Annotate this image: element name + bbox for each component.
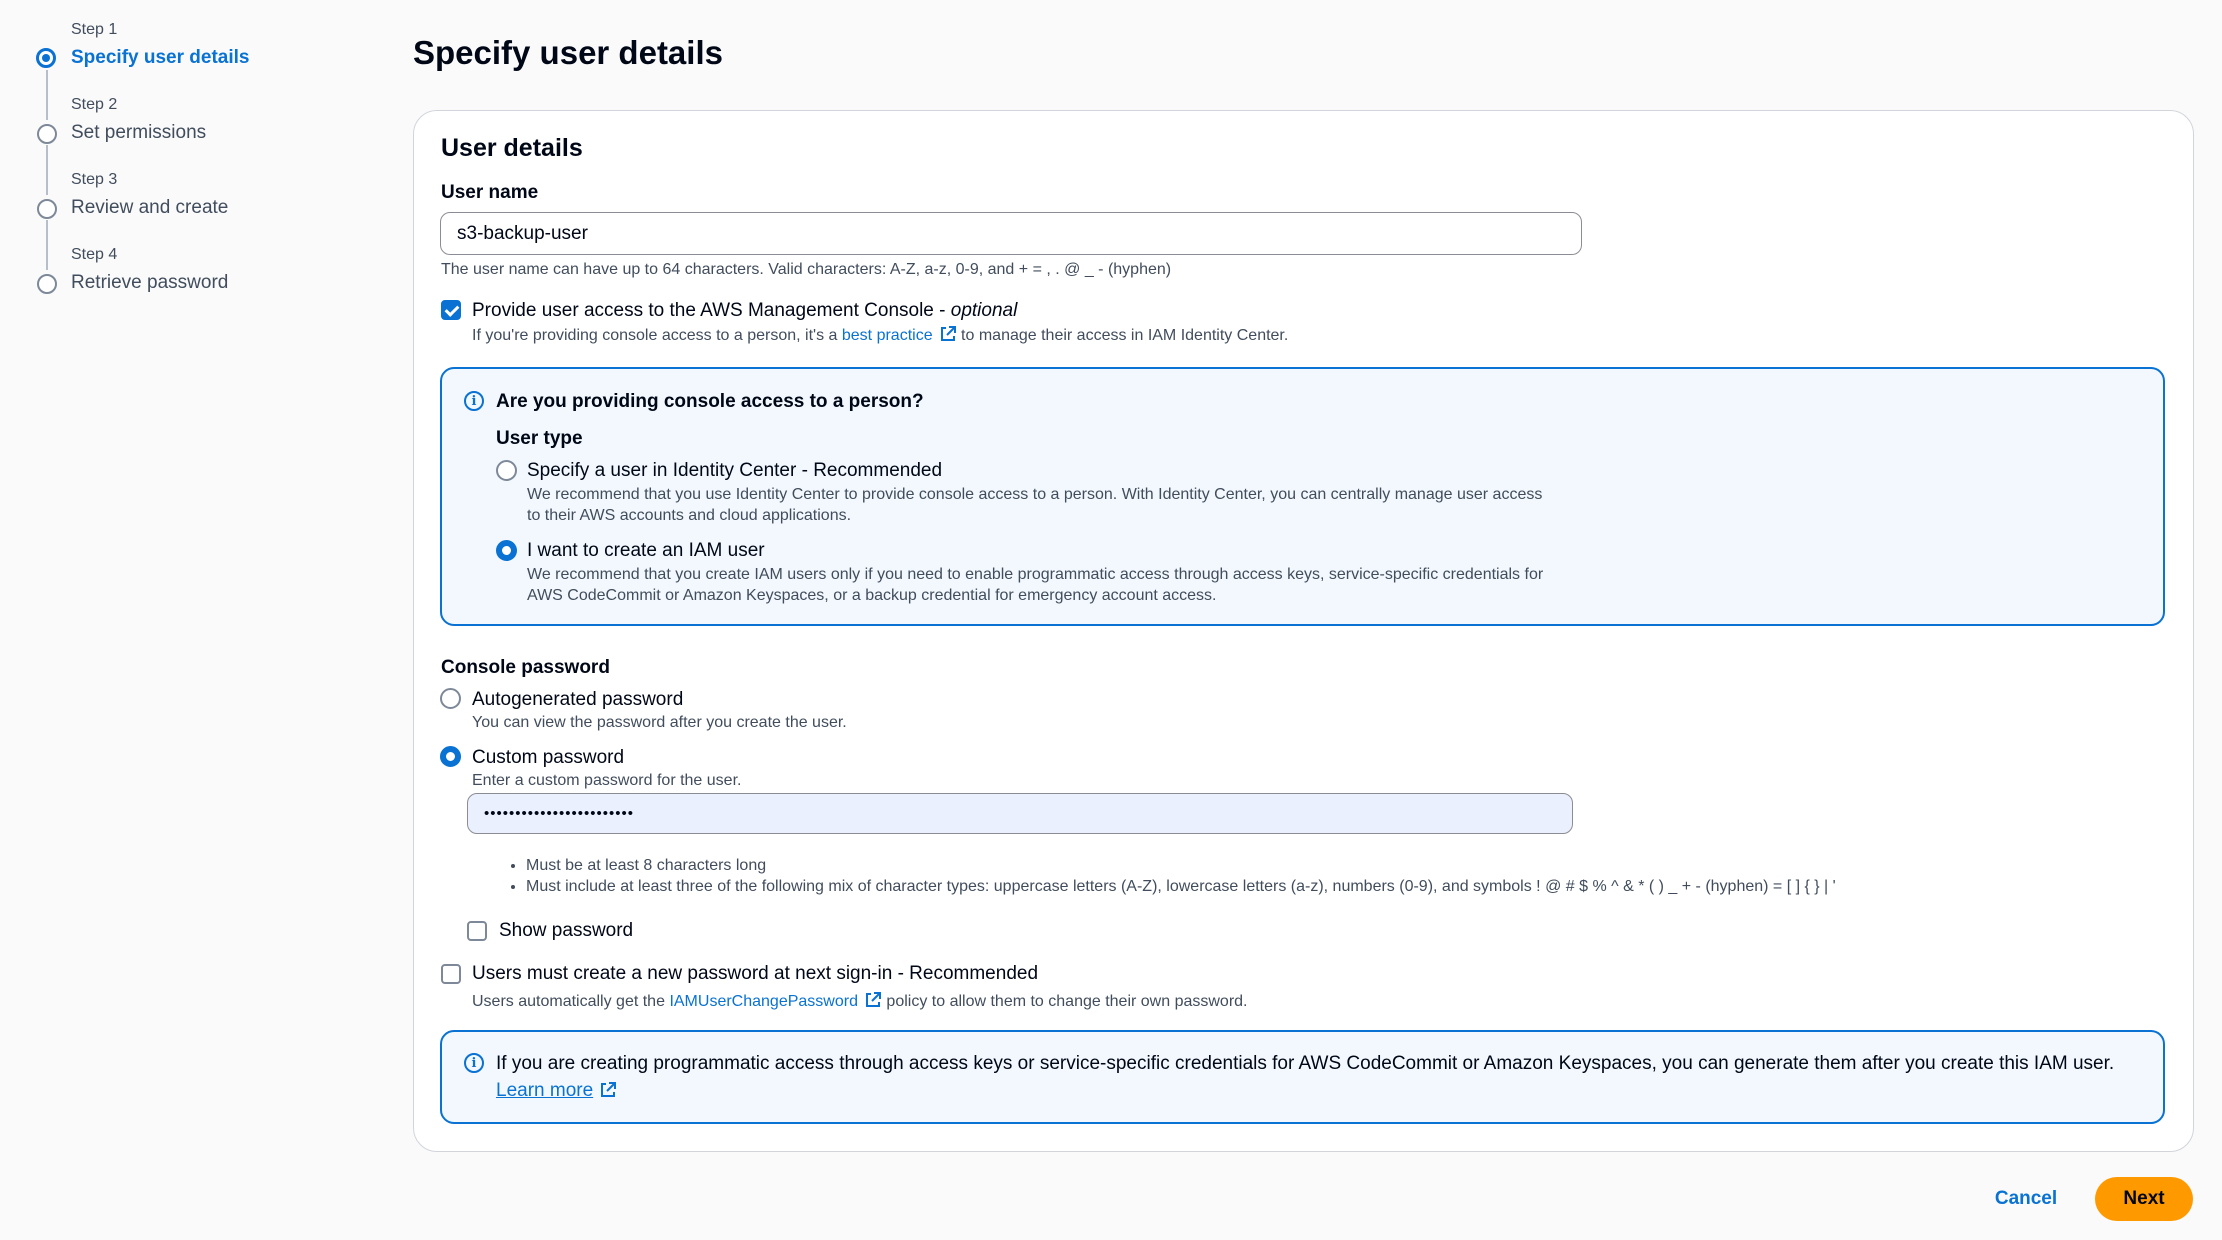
autogenerated-password-radio[interactable] [440,688,461,709]
show-password-label[interactable]: Show password [499,920,634,941]
show-password-checkbox[interactable] [467,921,487,941]
learn-more-link[interactable] [496,1080,617,1102]
password-requirements [502,855,1836,897]
optional-tag: optional [950,300,1018,321]
external-link-icon [939,325,957,343]
best-practice-link-text: best practice [841,327,933,344]
best-practice-link[interactable] [842,327,957,344]
console-access-checkbox[interactable] [441,300,461,320]
custom-password-desc: Enter a custom password for the user. [472,772,742,789]
user-name-input[interactable] [440,212,1582,255]
step-label-retrieve-password: Retrieve password [71,272,229,293]
step-number: Step 2 [71,96,118,113]
programmatic-access-text: If you are creating programmatic access through access keys or service-specific credentials for AWS CodeCommit or Amazon Keyspaces, you can generate them after you create this IAM user. [496,1053,2115,1074]
autogenerated-password-label[interactable]: Autogenerated password [472,689,684,710]
password-requirement: • Must include at least three of the following mix of character types: uppercase letters (A-Z), lowercase letters (a-z), numbers (0-9), and symbols ! @ # $ % ^ & * ( ) _ + - (hyphen) = [ ] { } | ' [526,876,1836,897]
autogenerated-password-desc: You can view the password after you create the user. [472,714,847,731]
step-connector [46,145,48,195]
step-link-specify-user-details[interactable]: Specify user details [71,47,250,68]
step-label-review-and-create: Review and create [71,197,229,218]
iam-user-change-password-link[interactable] [669,993,882,1010]
next-button[interactable]: Next [2095,1177,2193,1221]
cancel-button[interactable]: Cancel [1994,1188,2058,1209]
iam-user-option-label[interactable]: I want to create an IAM user [527,540,765,561]
require-reset-checkbox[interactable] [441,964,461,984]
step-number: Step 3 [71,171,118,188]
identity-center-radio[interactable] [496,460,517,481]
iam-user-radio[interactable] [496,540,517,561]
step-indicator [37,124,57,144]
require-reset-description [472,991,1248,1011]
password-masked-value: •••••••••••••••••••••••• [484,805,635,822]
console-access-description [472,325,1288,345]
custom-password-input[interactable] [467,793,1573,834]
user-type-label: User type [496,428,583,449]
console-access-label-text: Provide user access to the AWS Management Console - [472,300,946,321]
info-icon: i [464,1053,484,1073]
console-access-desc-post: to manage their access in IAM Identity Center. [961,327,1289,344]
programmatic-access-alert [440,1030,2165,1124]
custom-password-label[interactable]: Custom password [472,747,625,768]
step-indicator [37,199,57,219]
page-title: Specify user details [413,34,723,71]
info-icon: i [464,391,484,411]
step-label-set-permissions: Set permissions [71,122,207,143]
external-link-icon [599,1081,617,1099]
iam-user-change-password-link-text: IAMUserChangePassword [669,993,858,1010]
user-name-hint: The user name can have up to 64 characters. Valid characters: A-Z, a-z, 0-9, and + = , . @ _ - (hyphen) [441,261,1172,278]
step-connector [46,70,48,120]
step-indicator-active [36,48,56,68]
alert-title: Are you providing console access to a person? [496,391,924,412]
password-requirement: • Must be at least 8 characters long [526,855,1836,876]
step-number: Step 4 [71,246,118,263]
identity-center-option-desc: to their AWS accounts and cloud applications. [527,507,852,524]
user-name-value: s3-backup-user [457,222,588,244]
custom-password-radio[interactable] [440,746,461,767]
identity-center-option-desc: We recommend that you use Identity Center to provide console access to a person. With Identity Center, you can centrally manage user access [527,486,1543,503]
step-connector [46,220,48,270]
step-indicator [37,274,57,294]
learn-more-link-text: Learn more [496,1080,594,1101]
require-reset-desc-pre: Users automatically get the [472,993,665,1010]
require-reset-label[interactable]: Users must create a new password at next sign-in - Recommended [472,963,1039,984]
iam-user-option-desc: We recommend that you create IAM users only if you need to enable programmatic access through access keys, service-specific credentials for [527,566,1544,583]
step-number: Step 1 [71,21,118,38]
require-reset-desc-post: policy to allow them to change their own password. [886,993,1248,1010]
iam-user-option-desc: AWS CodeCommit or Amazon Keyspaces, or a backup credential for emergency account access. [527,587,1217,604]
console-access-desc-pre: If you're providing console access to a person, it's a [472,327,838,344]
external-link-icon [864,991,882,1009]
identity-center-option-label[interactable]: Specify a user in Identity Center - Recommended [527,460,943,481]
section-heading: User details [441,134,583,162]
console-access-label[interactable] [472,300,1017,322]
user-name-label: User name [441,182,539,203]
console-password-label: Console password [441,657,610,678]
